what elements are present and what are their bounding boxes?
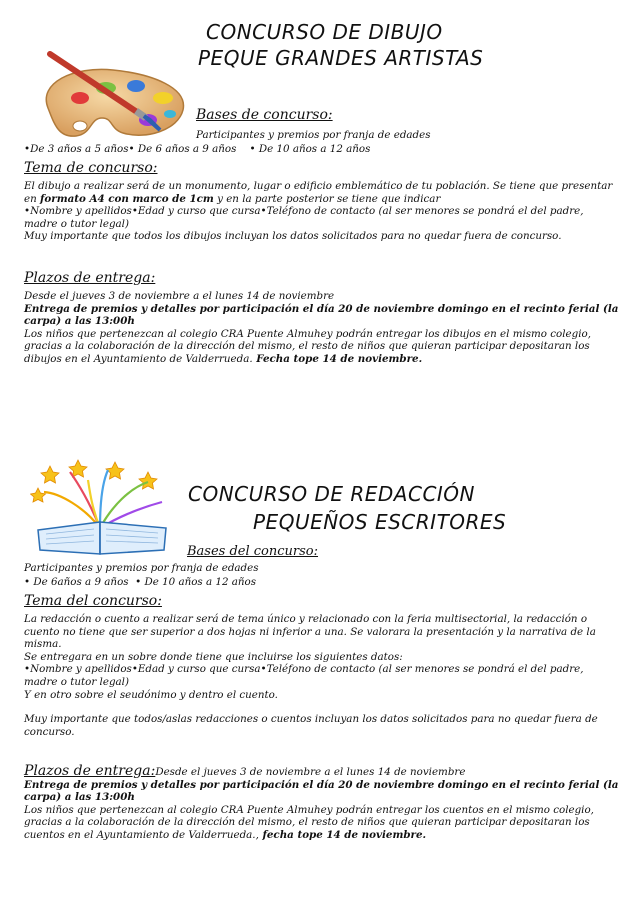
age-group: De 6años a 9 años xyxy=(33,576,129,588)
theme-required-data: •Nombre y apellidos•Edad y curso que cursa•Teléfono de contacto (al ser menores se pondrá el del padre, madre o tutor legal) xyxy=(24,205,584,230)
awards-info: Entrega de premios y detalles por participación el día 20 de noviembre domingo en el recinto ferial (la carpa) a las 13:00h xyxy=(24,302,619,328)
age-group: De 10 años a 12 años xyxy=(144,576,257,588)
deadline-dates: Desde el jueves 3 de noviembre a el lunes 14 de noviembre xyxy=(24,290,335,302)
writing-contest-subtitle: PEQUEÑOS ESCRITORES xyxy=(253,510,507,534)
writing-deadlines-heading: Plazos de entrega: xyxy=(24,763,156,779)
delivery-info: Los niños que pertenezcan al colegio CRA Puente Almuhey podrán entregar los cuentos en el mismo colegio, gracias a la colaboración de la dirección del mismo, el resto de niños que quieran participar depositaran los cuentos en el Ayuntamiento de Valderrueda., fecha tope 14 de noviembre. xyxy=(24,803,594,841)
drawing-contest-title: CONCURSO DE DIBUJO xyxy=(206,20,443,44)
writing-bases-subtitle: Participantes y premios por franja de edades xyxy=(24,562,259,574)
drawing-deadlines-text xyxy=(24,290,620,366)
drawing-theme-heading: Tema de concurso: xyxy=(24,160,158,176)
writing-deadlines-text xyxy=(24,765,620,842)
theme-delivery-note: Se entregara en un sobre donde tiene que incluirse los siguientes datos: xyxy=(24,650,403,663)
drawing-bases-heading: Bases de concurso: xyxy=(196,107,333,123)
writing-age-groups: • De 6años a 9 años • De 10 años a 12 años xyxy=(24,576,257,588)
magic-book-icon xyxy=(30,458,175,558)
drawing-deadlines-heading: Plazos de entrega: xyxy=(24,270,156,286)
theme-note: Muy importante que todos los dibujos incluyan los datos solicitados para no quedar fuera de concurso. xyxy=(24,230,562,243)
delivery-info: Los niños que pertenezcan al colegio CRA Puente Almuhey podrán entregar los dibujos en el mismo colegio, gracias a la colaboración de la dirección del mismo, el resto de niños que quieran participar depositaran los dibujos en el Ayuntamiento de Valderrueda. Fecha tope 14 de noviembre. xyxy=(24,327,591,365)
writing-theme-text xyxy=(24,613,620,738)
theme-envelope-note: Y en otro sobre el seudónimo y dentro el cuento. xyxy=(24,688,278,701)
writing-contest-title: CONCURSO DE REDACCIÓN xyxy=(188,482,476,506)
theme-paragraph: La redacción o cuento a realizar será de tema único y relacionado con la feria multisectorial, la redacción o cuento no tiene que ser superior a dos hojas ni inferior a una. Se valorara la presentación y la narrativa de la misma. xyxy=(24,613,596,651)
drawing-age-groups: •De 3 años a 5 años• De 6 años a 9 años • De 10 años a 12 años xyxy=(24,143,371,155)
drawing-contest-subtitle: PEQUE GRANDES ARTISTAS xyxy=(198,46,484,70)
theme-paragraph: El dibujo a realizar será de un monumento, lugar o edificio emblemático de tu población. Se tiene que presentar en formato A4 con marco de 1cm y en la parte posterior se tiene que indicar xyxy=(24,180,613,205)
deadline-dates: Desde el jueves 3 de noviembre a el lunes 14 de noviembre xyxy=(155,766,466,778)
theme-note: Muy importante que todos/aslas redacciones o cuentos incluyan los datos solicitados para no quedar fuera de concurso. xyxy=(24,713,598,738)
paint-palette-icon xyxy=(28,48,193,148)
age-group: De 3 años a 5 años xyxy=(30,143,129,155)
drawing-theme-text xyxy=(24,180,618,243)
theme-required-data: •Nombre y apellidos•Edad y curso que cursa•Teléfono de contacto (al ser menores se pondrá el del padre, madre o tutor legal) xyxy=(24,663,584,688)
awards-info: Entrega de premios y detalles por participación el día 20 de noviembre domingo en el recinto ferial (la carpa) a las 13:00h xyxy=(24,778,619,804)
age-group: De 10 años a 12 años xyxy=(258,143,371,155)
age-group: De 6 años a 9 años xyxy=(137,143,237,155)
writing-theme-heading: Tema del concurso: xyxy=(24,593,162,609)
drawing-bases-subtitle: Participantes y premios por franja de edades xyxy=(196,129,431,141)
deadline-line xyxy=(24,765,620,779)
writing-bases-heading: Bases del concurso: xyxy=(187,544,319,559)
